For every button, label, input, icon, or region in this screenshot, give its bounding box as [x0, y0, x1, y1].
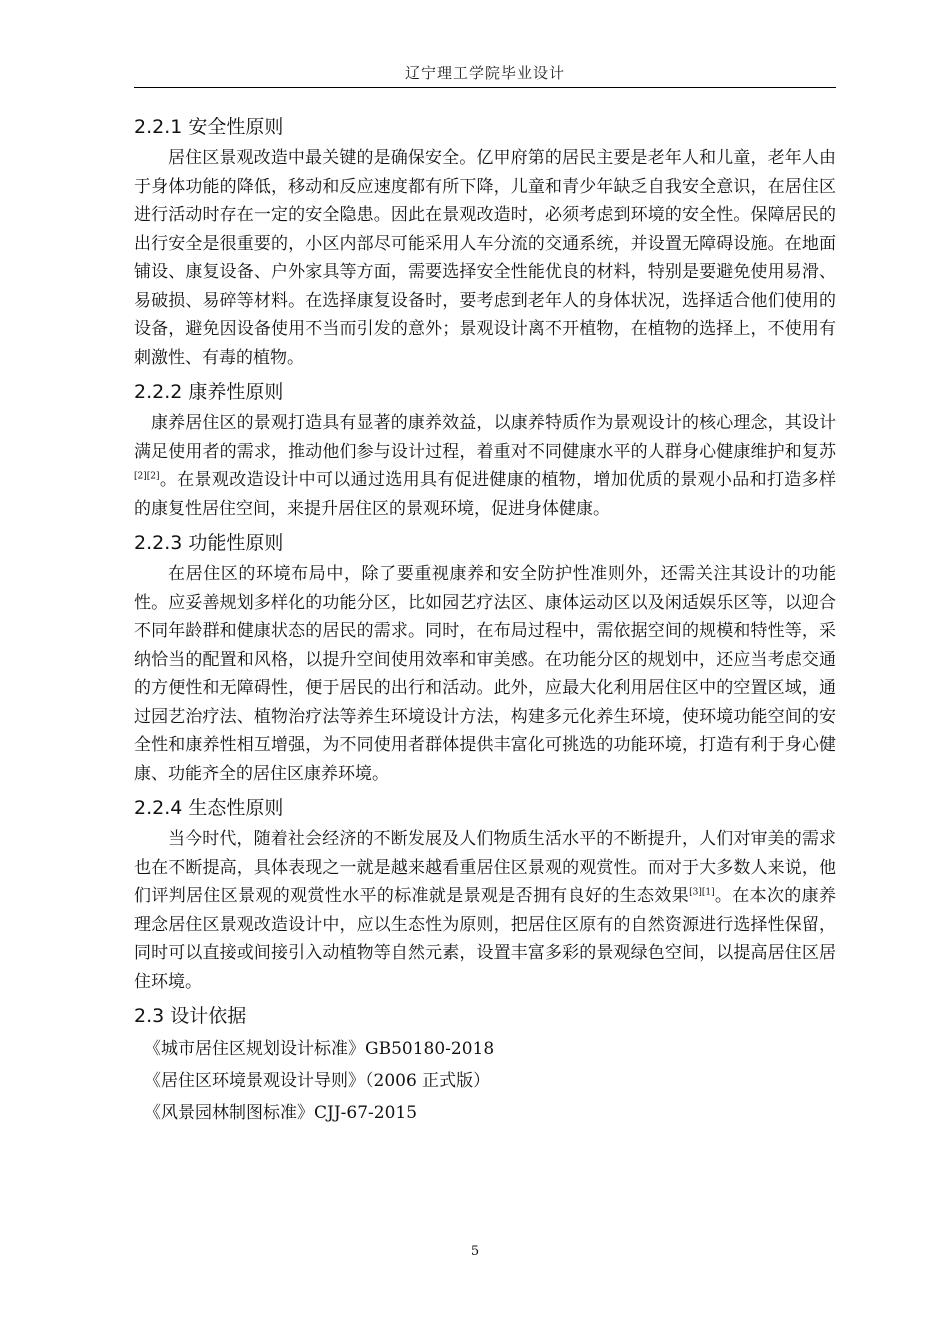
paragraph-text: 。在景观改造设计中可以通过选用具有促进健康的植物，增加优质的景观小品和打造多样的康复性居住空间，来提升居住区的景观环境，促进身体健康。 — [134, 470, 836, 519]
reference-item: 《风景园林制图标准》CJJ-67-2015 — [144, 1103, 418, 1123]
section-paragraph-safety: 居住区景观改造中最关键的是确保安全。亿甲府第的居民主要是老年人和儿童，老年人由于身体功能的降低，移动和反应速度都有所下降，儿童和青少年缺乏自我安全意识，在居住区进行活动时存在一定的安全隐患。因此在景观改造时，必须考虑到环境的安全性。保障居民的出行安全是很重要的，小区内部尽可能采用人车分流的交通系统，并设置无障碍设施。在地面铺设、康复设备、户外家具等方面，需要选择安全性能优良的材料，特别是要避免使用易滑、易破损、易碎等材料。在选择康复设备时，要考虑到老年人的身体状况，选择适合他们使用的设备，避免因设备使用不当而引发的意外；景观设计离不开植物，在植物的选择上，不使用有刺激性、有毒的植物。 — [134, 148, 836, 368]
page-content — [134, 110, 836, 1129]
paragraph-text: 。在本次的康养理念居住区景观改造设计中，应以生态性为原则，把居住区原有的自然资源进行选择性保留，同时可以直接或间接引入动植物等自然元素，设置丰富多彩的景观绿色空间，以提高居住区居住环境。 — [134, 886, 837, 992]
section-paragraph-function: 在居住区的环境布局中，除了要重视康养和安全防护性准则外，还需关注其设计的功能性。应妥善规划多样化的功能分区，比如园艺疗法区、康体运动区以及闲适娱乐区等，以迎合不同年龄群和健康状态的居民的需求。同时，在布局过程中，需依据空间的规模和特性等，采纳恰当的配置和风格，以提升空间使用效率和审美感。在功能分区的规划中，还应当考虑交通的方便性和无障碍性，便于居民的出行和活动。此外，应最大化利用居住区中的空置区域，通过园艺治疗法、植物治疗法等养生环境设计方法，构建多元化养生环境，使环境功能空间的安全性和康养性相互增强，为不同使用者群体提供丰富化可挑选的功能环境，打造有利于身心健康、功能齐全的居住区康养环境。 — [134, 564, 836, 784]
reference-item: 《城市居住区规划设计标准》GB50180-2018 — [144, 1039, 495, 1059]
section-heading-safety: 2.2.1 安全性原则 — [134, 116, 284, 138]
paragraph-text: 当今时代，随着社会经济的不断发展及人们物质生活水平的不断提升，人们对审美的需求也在不断提高，具体表现之一就是越来越看重居住区景观的观赏性。而对于大多数人来说，他们评判居住区景观的观赏性水平的标准就是景观是否拥有良好的生态效果 — [134, 829, 836, 906]
paragraph-text: 康养居住区的景观打造具有显著的康养效益，以康养特质作为景观设计的核心理念，其设计满足使用者的需求，推动他们参与设计过程，着重对不同健康水平的人群身心健康维护和复苏 — [134, 413, 836, 462]
section-heading-wellness: 2.2.2 康养性原则 — [134, 381, 284, 403]
section-paragraph-ecology — [134, 825, 836, 996]
section-heading-ecology: 2.2.4 生态性原则 — [134, 797, 284, 819]
page-header: 辽宁理工学院毕业设计 — [404, 64, 565, 82]
citation-marker: [2][2] — [134, 471, 160, 482]
page-number: 5 — [470, 1244, 480, 1259]
header-divider — [134, 87, 836, 88]
section-heading-design-basis: 2.3 设计依据 — [134, 1005, 247, 1027]
citation-marker: [3][1] — [689, 887, 715, 898]
reference-item: 《居住区环境景观设计导则》（2006 正式版） — [144, 1071, 491, 1091]
section-heading-function: 2.2.3 功能性原则 — [134, 532, 284, 554]
section-paragraph-wellness — [134, 409, 836, 523]
